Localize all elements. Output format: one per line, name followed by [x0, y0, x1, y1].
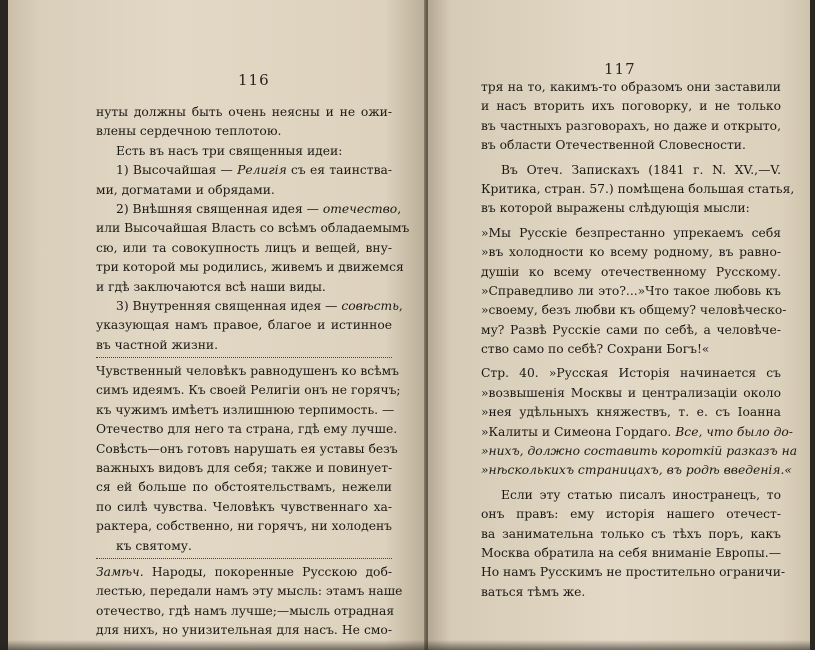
text-line: нуты должны быть очень неясны и не ожи- — [96, 105, 392, 119]
text-line: къ чужимъ имѣетъ излишнюю терпимость. — — [96, 402, 395, 417]
divider — [96, 558, 392, 560]
text-line: »нихъ, должно составить короткій разказъ на — [481, 444, 798, 459]
text-line: по силѣ чувства. Человѣкъ чувственнаго ха- — [96, 499, 392, 514]
text-line: въ которой выражены слѣдующія мысли: — [481, 201, 750, 216]
text-line: Отечество для него та страна, гдѣ ему лучше. — [96, 422, 398, 437]
right-page — [428, 0, 810, 650]
text-line: отечество, гдѣ намъ лучше;—мысль отрадная — [96, 603, 395, 618]
text-line: душіи ко всему отечественному Русскому. — [481, 264, 781, 279]
text-line: и насъ вторить ихъ поговорку, и не только — [481, 99, 781, 114]
text-line: ство само по себѣ? Сохрани Богъ!« — [481, 342, 710, 357]
page-number: 116 — [238, 71, 270, 89]
text-line: влены сердечною теплотою. — [96, 124, 282, 139]
text-line: ся ей больше по обстоятельствамъ, нежели — [96, 480, 392, 495]
text-line: лестью, передали намъ эту мысль: этамъ наше — [96, 584, 403, 599]
text-line: или Высочайшая Власть со всѣмъ обладаемымъ — [96, 221, 410, 236]
text-line: »нѣсколькихъ страницахъ, въ родѣ введенія.« — [481, 463, 792, 478]
text-line: 2) Внѣшняя священная идея — отечество, — [116, 201, 402, 216]
text-line: 3) Внутренняя священная идея — совѣсть, — [116, 298, 403, 313]
text-line: »Калиты и Симеона Гордаго. Все, что было до- — [481, 424, 793, 439]
text-line: »возвышенія Москвы и централизаціи около — [481, 385, 781, 400]
text-line: три которой мы родились, живемъ и движемся — [96, 260, 404, 275]
page-edge-shadow — [0, 640, 815, 650]
page-text — [96, 103, 410, 641]
text-line: Если эту статью писалъ иностранецъ, то — [501, 487, 781, 502]
text-line: »въ холодности ко всему родному, въ равно- — [481, 245, 781, 260]
text-line: ва занимательна только съ тѣхъ поръ, какъ — [481, 526, 781, 541]
text-line: симъ идеямъ. Къ своей Религіи онъ не горячъ; — [96, 383, 401, 398]
text-line: въ области Отечественной Словесности. — [481, 138, 746, 153]
text-line: указующая намъ правое, благое и истинное — [96, 318, 392, 333]
text-line: и гдѣ заключаются всѣ наши виды. — [96, 279, 326, 294]
text-line: Замѣч. Народы, покоренные Русскою доб- — [96, 564, 392, 579]
left-page — [8, 0, 426, 650]
text-line: важныхъ видовъ для себя; также и повинует- — [96, 461, 393, 476]
text-line: сю, или та совокупность лицъ и вещей, вну- — [96, 240, 392, 255]
text-line: »Мы Русскіе безпрестанно упрекаемъ себя — [481, 225, 781, 240]
text-line: къ святому. — [116, 538, 192, 553]
text-line: 1) Высочайшая — Религія съ ея таинства- — [116, 163, 392, 178]
page-number: 117 — [604, 60, 636, 78]
text-line: »нея удѣльныхъ княжествъ, т. е. съ Іоанна — [481, 405, 781, 420]
text-line: тря на то, какимъ-то образомъ они заставили — [481, 80, 781, 94]
text-line: Въ Отеч. Запискахъ (1841 г. N. XV.,—V. — [501, 162, 781, 177]
text-line: онъ правъ: ему исторія нашего отечест- — [481, 507, 781, 522]
text-line: Москва обратила на себя вниманіе Европы.— — [481, 545, 781, 560]
text-line: Но намъ Русскимъ не простительно ограничи- — [481, 565, 786, 580]
text-line: Критика, стран. 57.) помѣщена большая статья, — [481, 181, 795, 196]
divider — [96, 357, 392, 359]
text-line: Стр. 40. »Русская Исторія начинается съ — [481, 366, 781, 381]
text-line: му? Развѣ Русскіе сами по себѣ, а человѣче- — [481, 322, 781, 337]
text-line: рактера, собственно, ни горячъ, ни холоденъ — [96, 519, 392, 534]
page-text — [481, 78, 798, 602]
text-line: »своему, безъ любви къ общему? человѣческо- — [481, 303, 787, 318]
text-line: въ частной жизни. — [96, 337, 219, 352]
text-line: въ частныхъ разговорахъ, но даже и открыто, — [481, 118, 781, 133]
text-line: ми, догматами и обрядами. — [96, 182, 275, 197]
text-line: для нихъ, но унизительная для насъ. Не смо- — [96, 623, 392, 638]
text-line: »Справедливо ли это?...»Что такое любовь къ — [481, 283, 781, 298]
text-line: Есть въ насъ три священныя идеи: — [116, 143, 343, 158]
text-line: ваться тѣмъ же. — [481, 584, 586, 599]
text-line: Чувственный человѣкъ равнодушенъ ко всѣмъ — [96, 364, 399, 379]
text-line: Совѣсть—онъ готовъ нарушать ея уставы безъ — [96, 441, 398, 456]
